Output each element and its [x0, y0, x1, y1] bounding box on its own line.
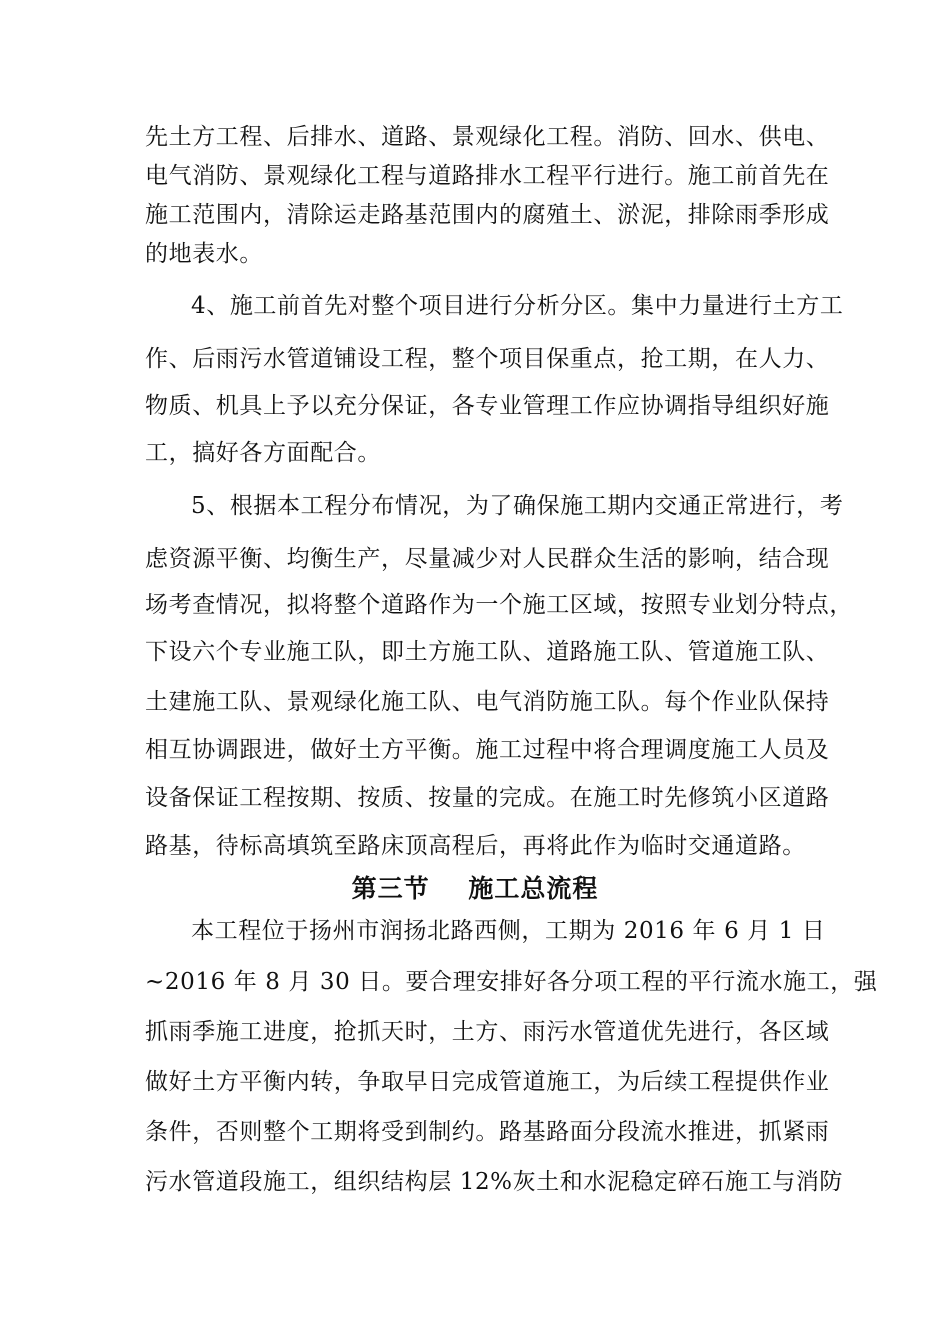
- paragraph-line: 工，搞好各方面配合。: [145, 440, 381, 466]
- paragraph-line: 抓雨季施工进度，抢抓天时，土方、雨污水管道优先进行，各区域: [145, 1019, 830, 1045]
- paragraph-line: 场考查情况，拟将整个道路作为一个施工区域，按照专业划分特点，: [145, 592, 853, 618]
- paragraph-line: 本工程位于扬州市润扬北路西侧，工期为 2016 年 6 月 1 日: [191, 918, 826, 944]
- paragraph-line: 作、后雨污水管道铺设工程，整个项目保重点，抢工期，在人力、: [145, 346, 830, 372]
- paragraph-line: ~2016 年 8 月 30 日。要合理安排好各分项工程的平行流水施工，强: [145, 969, 878, 995]
- paragraph-line: 4、施工前首先对整个项目进行分析分区。集中力量进行土方工: [191, 293, 844, 319]
- paragraph-line: 物质、机具上予以充分保证，各专业管理工作应协调指导组织好施: [145, 393, 830, 419]
- paragraph-line: 的地表水。: [145, 241, 263, 267]
- paragraph-line: 土建施工队、景观绿化施工队、电气消防施工队。每个作业队保持: [145, 689, 830, 715]
- paragraph-line: 做好土方平衡内转，争取早日完成管道施工，为后续工程提供作业: [145, 1069, 830, 1095]
- paragraph-line: 条件，否则整个工期将受到制约。路基路面分段流水推进，抓紧雨: [145, 1119, 830, 1145]
- paragraph-line: 5、根据本工程分布情况，为了确保施工期内交通正常进行，考: [191, 493, 844, 519]
- paragraph-line: 路基，待标高填筑至路床顶高程后，再将此作为临时交通道路。: [145, 833, 806, 859]
- paragraph-line: 相互协调跟进，做好土方平衡。施工过程中将合理调度施工人员及: [145, 737, 830, 763]
- paragraph-line: 先土方工程、后排水、道路、景观绿化工程。消防、回水、供电、: [145, 124, 830, 150]
- paragraph-line: 虑资源平衡、均衡生产，尽量减少对人民群众生活的影响，结合现: [145, 546, 830, 572]
- paragraph-line: 电气消防、景观绿化工程与道路排水工程平行进行。施工前首先在: [145, 163, 830, 189]
- paragraph-line: 下设六个专业施工队，即土方施工队、道路施工队、管道施工队、: [145, 639, 830, 665]
- paragraph-line: 污水管道段施工，组织结构层 12%灰土和水泥稳定碎石施工与消防: [145, 1169, 844, 1195]
- paragraph-line: 施工范围内，清除运走路基范围内的腐殖土、淤泥，排除雨季形成: [145, 202, 830, 228]
- section-heading: 第三节 施工总流程: [351, 874, 599, 903]
- paragraph-line: 设备保证工程按期、按质、按量的完成。在施工时先修筑小区道路: [145, 785, 830, 811]
